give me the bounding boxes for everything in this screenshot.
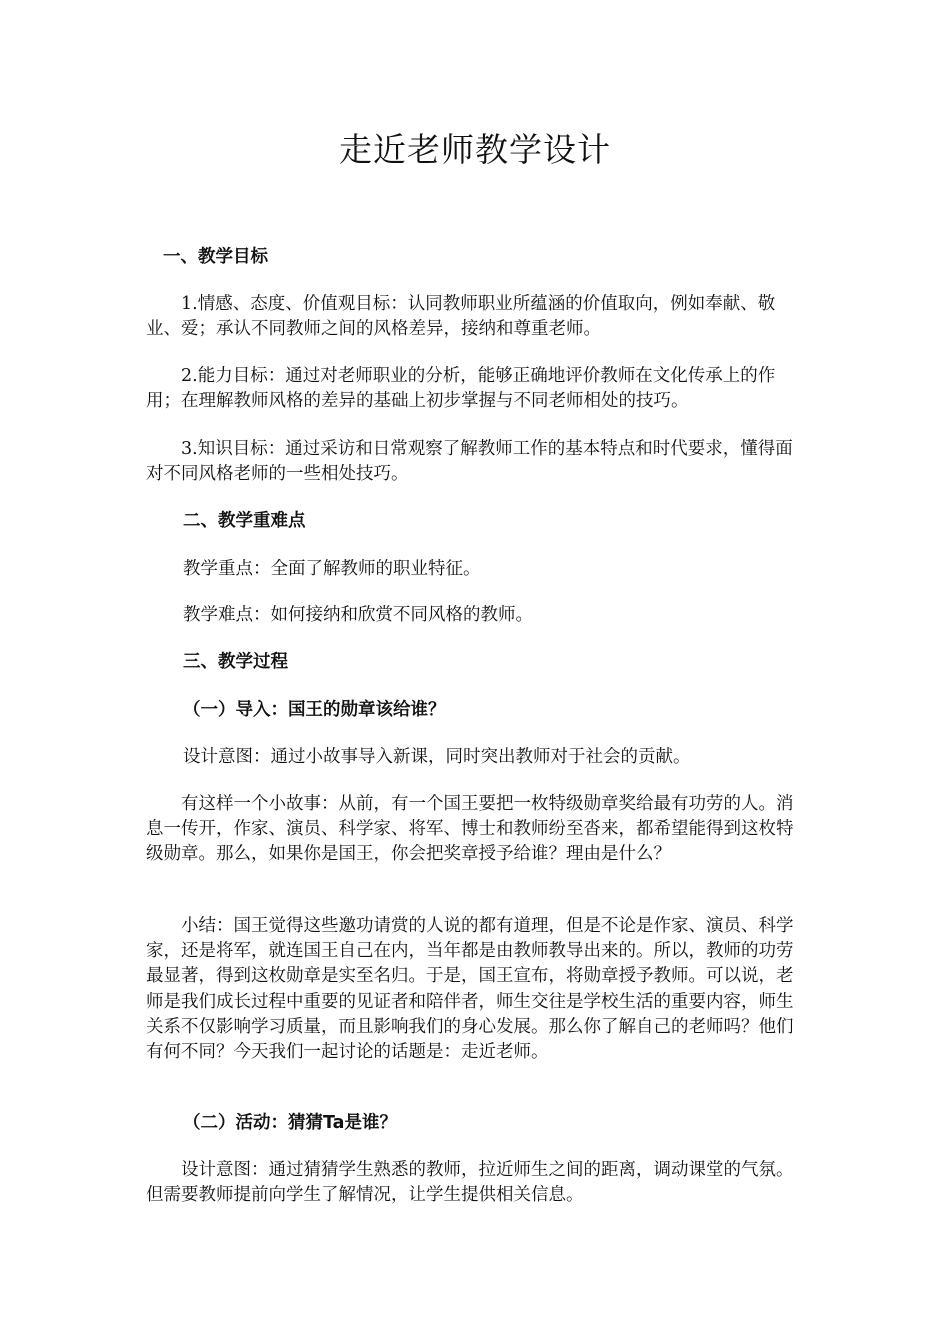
subsection-heading-intro: （一）导入：国王的勋章该给谁？ — [183, 700, 446, 720]
paragraph-ability-goal: 2.能力目标：通过对老师职业的分析，能够正确地评价教师在文化传承上的作用；在理解教师风格的差异的基础上初步掌握与不同老师相处的技巧。 — [146, 366, 776, 412]
activity-design-intent: 设计意图：通过猜猜学生熟悉的教师，拉近师生之间的距离，调动课堂的气氛。但需要教师提前向学生了解情况，让学生提供相关信息。 — [146, 1160, 794, 1206]
section-heading-teaching-process: 三、教学过程 — [183, 652, 288, 672]
intro-design-intent: 设计意图：通过小故事导入新课，同时突出教师对于社会的贡献。 — [183, 747, 691, 767]
section-heading-key-points: 二、教学重难点 — [183, 511, 306, 531]
subsection-heading-activity: （二）活动：猜猜Ta是谁？ — [183, 1113, 397, 1133]
paragraph-story: 有这样一个小故事：从前，有一个国王要把一枚特级勋章奖给最有功劳的人。消息一传开，作家、演员、科学家、将军、博士和教师纷至沓来，都希望能得到这枚特级勋章。那么，如果你是国王，你会把奖章授予给谁？理由是什么？ — [146, 794, 794, 865]
paragraph-emotion-goal: 1.情感、态度、价值观目标：认同教师职业所蕴涵的价值取向，例如奉献、敬业、爱；承认不同教师之间的风格差异，接纳和尊重老师。 — [146, 294, 776, 340]
section-heading-teaching-goals: 一、教学目标 — [163, 247, 268, 267]
document-title: 走近老师教学设计 — [339, 130, 611, 169]
key-point-line: 教学重点：全面了解教师的职业特征。 — [183, 559, 481, 579]
paragraph-knowledge-goal: 3.知识目标：通过采访和日常观察了解教师工作的基本特点和时代要求，懂得面对不同风格老师的一些相处技巧。 — [146, 439, 793, 485]
paragraph-summary: 小结：国王觉得这些邀功请赏的人说的都有道理，但是不论是作家、演员、科学家，还是将军，就连国王自己在内，当年都是由教师教导出来的。所以，教师的功劳最显著，得到这枚勋章是实至名归。于是，国王宣布，将勋章授予教师。可以说，老师是我们成长过程中重要的见证者和陪伴者，师生交往是学校生活的重要内容，师生关系不仅影响学习质量，而且影响我们的身心发展。那么你了解自己的老师吗？他们有何不同？今天我们一起讨论的话题是：走近老师。 — [146, 916, 794, 1063]
difficult-point-line: 教学难点：如何接纳和欣赏不同风格的教师。 — [183, 605, 533, 625]
